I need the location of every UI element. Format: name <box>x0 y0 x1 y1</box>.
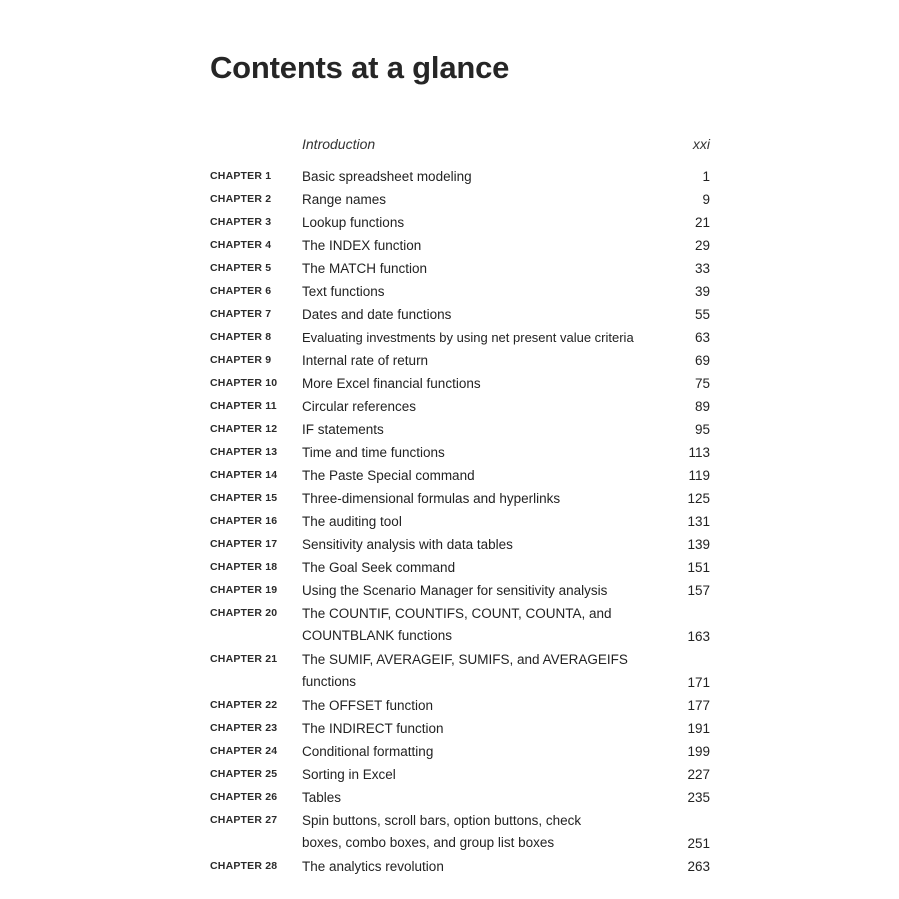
chapter-number: CHAPTER 4 <box>210 239 272 251</box>
chapter-page: 251 <box>687 836 710 851</box>
chapter-number: CHAPTER 15 <box>210 492 278 504</box>
chapter-number: CHAPTER 17 <box>210 538 278 550</box>
chapter-title: The auditing tool <box>302 514 402 529</box>
chapter-title: Sorting in Excel <box>302 767 396 782</box>
toc-row[interactable] <box>210 809 710 855</box>
chapter-title: More Excel financial functions <box>302 376 481 391</box>
chapter-page: 199 <box>687 744 710 759</box>
toc-row[interactable] <box>210 372 710 395</box>
chapter-number: CHAPTER 6 <box>210 285 272 297</box>
chapter-title: Evaluating investments by using net present value criteria <box>302 330 634 345</box>
chapter-title: Conditional formatting <box>302 744 434 759</box>
chapter-title: The COUNTIF, COUNTIFS, COUNT, COUNTA, and COUNTBLANK functions <box>302 606 612 643</box>
toc-row[interactable] <box>210 533 710 556</box>
chapter-page: 113 <box>688 445 710 460</box>
toc-row[interactable] <box>210 257 710 280</box>
chapter-number: CHAPTER 13 <box>210 446 278 458</box>
chapter-title: The INDIRECT function <box>302 721 444 736</box>
chapter-page: 75 <box>694 376 710 391</box>
chapter-title: IF statements <box>302 422 384 437</box>
introduction-page: xxi <box>692 136 710 152</box>
chapter-number: CHAPTER 14 <box>210 469 278 481</box>
introduction-label: Introduction <box>302 136 376 152</box>
toc-row[interactable] <box>210 395 710 418</box>
chapter-number: CHAPTER 27 <box>210 814 278 826</box>
chapter-page: 235 <box>687 790 710 805</box>
chapter-number: CHAPTER 7 <box>210 308 272 320</box>
chapter-title: The OFFSET function <box>302 698 434 713</box>
toc-row[interactable] <box>210 165 710 188</box>
toc-introduction-row[interactable] <box>210 133 710 155</box>
chapter-number: CHAPTER 23 <box>210 722 278 734</box>
toc-row[interactable] <box>210 786 710 809</box>
chapter-number: CHAPTER 10 <box>210 377 278 389</box>
chapter-number: CHAPTER 1 <box>210 170 272 182</box>
chapter-page: 157 <box>687 583 710 598</box>
chapter-number: CHAPTER 12 <box>210 423 278 435</box>
chapter-page: 151 <box>687 560 710 575</box>
chapter-page: 21 <box>694 215 710 230</box>
toc-row[interactable] <box>210 579 710 602</box>
toc-row[interactable] <box>210 855 710 878</box>
chapter-number: CHAPTER 16 <box>210 515 278 527</box>
chapter-page: 9 <box>702 192 710 207</box>
chapter-page: 171 <box>687 675 710 690</box>
toc-row[interactable] <box>210 763 710 786</box>
toc-row[interactable] <box>210 326 710 349</box>
toc-row[interactable] <box>210 510 710 533</box>
chapter-page: 29 <box>694 238 710 253</box>
chapter-page: 33 <box>694 261 710 276</box>
chapter-page: 69 <box>694 353 710 368</box>
chapter-title: Using the Scenario Manager for sensitivity analysis <box>302 583 608 598</box>
chapter-title: The SUMIF, AVERAGEIF, SUMIFS, and AVERAGEIFS functions <box>302 652 628 689</box>
chapter-title: Circular references <box>302 399 417 414</box>
chapter-page: 125 <box>687 491 710 506</box>
chapter-title: The Goal Seek command <box>302 560 456 575</box>
toc-row[interactable] <box>210 717 710 740</box>
chapter-title: The Paste Special command <box>302 468 475 483</box>
chapter-title: Sensitivity analysis with data tables <box>302 537 513 552</box>
chapter-number: CHAPTER 21 <box>210 653 278 665</box>
toc-list <box>210 133 710 878</box>
chapter-number: CHAPTER 24 <box>210 745 278 757</box>
chapter-title: Lookup functions <box>302 215 405 230</box>
chapter-title: The MATCH function <box>302 261 428 276</box>
toc-row[interactable] <box>210 694 710 717</box>
chapter-title: Text functions <box>302 284 385 299</box>
chapter-number: CHAPTER 26 <box>210 791 278 803</box>
chapter-number: CHAPTER 19 <box>210 584 278 596</box>
toc-row[interactable] <box>210 234 710 257</box>
chapter-number: CHAPTER 8 <box>210 331 272 343</box>
chapter-number: CHAPTER 3 <box>210 216 272 228</box>
chapter-title: Time and time functions <box>302 445 445 460</box>
chapter-number: CHAPTER 18 <box>210 561 278 573</box>
chapter-number: CHAPTER 5 <box>210 262 272 274</box>
chapter-number: CHAPTER 22 <box>210 699 278 711</box>
chapter-page: 163 <box>687 629 710 644</box>
chapter-page: 263 <box>687 859 710 874</box>
toc-row[interactable] <box>210 740 710 763</box>
chapter-number: CHAPTER 2 <box>210 193 272 205</box>
chapter-title: Dates and date functions <box>302 307 452 322</box>
toc-row[interactable] <box>210 418 710 441</box>
chapter-number: CHAPTER 25 <box>210 768 278 780</box>
chapter-title: Range names <box>302 192 387 207</box>
toc-row[interactable] <box>210 280 710 303</box>
chapter-number: CHAPTER 9 <box>210 354 272 366</box>
toc-row[interactable] <box>210 602 710 648</box>
chapter-number: CHAPTER 11 <box>210 400 277 412</box>
chapter-page: 1 <box>702 169 710 184</box>
chapter-page: 177 <box>687 698 710 713</box>
chapter-number: CHAPTER 28 <box>210 860 278 872</box>
toc-row[interactable] <box>210 188 710 211</box>
chapter-page: 55 <box>694 307 710 322</box>
chapter-page: 39 <box>694 284 710 299</box>
chapter-title: Three-dimensional formulas and hyperlinks <box>302 491 561 506</box>
chapter-title: The analytics revolution <box>302 859 444 874</box>
chapter-page: 89 <box>694 399 710 414</box>
toc-row[interactable] <box>210 464 710 487</box>
toc-row[interactable] <box>210 487 710 510</box>
chapter-page: 227 <box>687 767 710 782</box>
toc-row[interactable] <box>210 349 710 372</box>
toc-row[interactable] <box>210 556 710 579</box>
chapter-page: 63 <box>694 330 710 345</box>
chapter-page: 131 <box>687 514 710 529</box>
chapter-title: Internal rate of return <box>302 353 429 368</box>
toc-row[interactable] <box>210 441 710 464</box>
chapter-page: 95 <box>694 422 710 437</box>
chapter-title: The INDEX function <box>302 238 422 253</box>
chapter-page: 119 <box>688 468 710 483</box>
toc-row[interactable] <box>210 303 710 326</box>
chapter-page: 191 <box>687 721 710 736</box>
chapter-number: CHAPTER 20 <box>210 607 278 619</box>
chapter-title: Basic spreadsheet modeling <box>302 169 472 184</box>
toc-row[interactable] <box>210 648 710 694</box>
chapter-page: 139 <box>687 537 710 552</box>
toc-row[interactable] <box>210 211 710 234</box>
chapter-title: Spin buttons, scroll bars, option buttons, check boxes, combo boxes, and group list boxes <box>302 813 582 850</box>
page-title: Contents at a glance <box>210 50 510 85</box>
chapter-title: Tables <box>302 790 342 805</box>
